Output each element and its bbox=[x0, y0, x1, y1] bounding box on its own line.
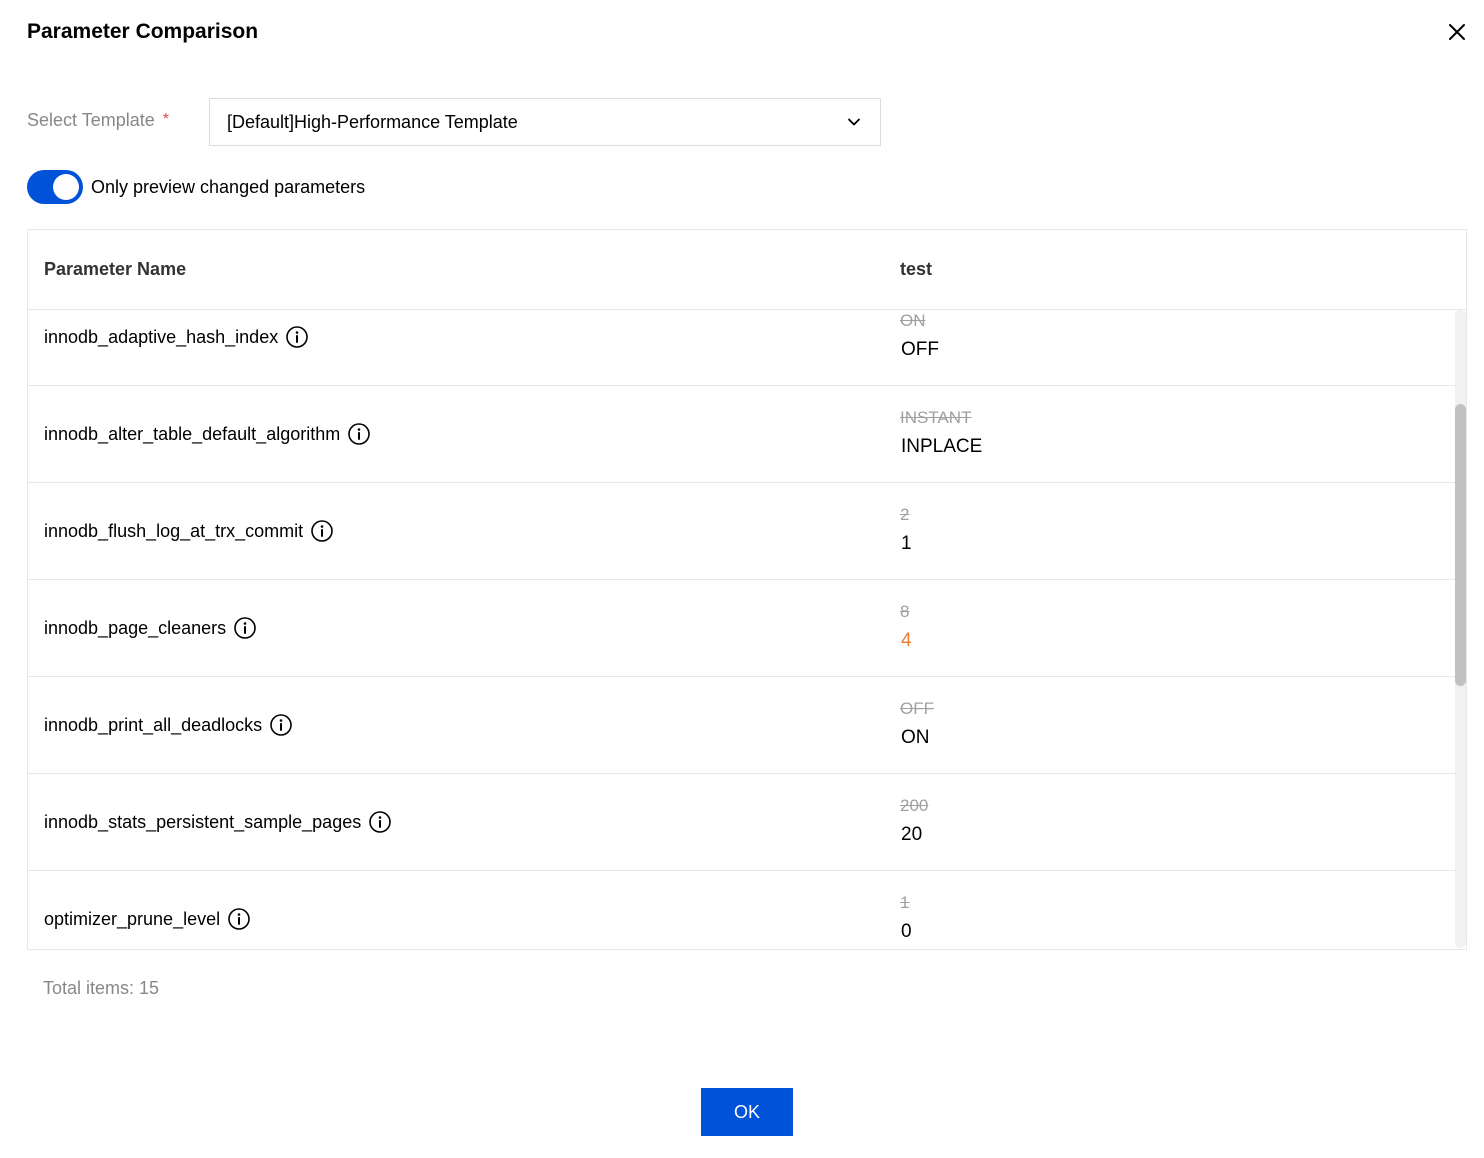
template-label bbox=[27, 108, 169, 134]
table-row bbox=[28, 483, 1456, 580]
ok-button[interactable]: OK bbox=[701, 1088, 793, 1136]
info-icon[interactable] bbox=[310, 519, 334, 543]
table-body bbox=[28, 310, 1456, 950]
parameter-name-cell bbox=[44, 774, 392, 870]
table-header bbox=[28, 230, 1466, 310]
parameter-name: innodb_flush_log_at_trx_commit bbox=[44, 520, 304, 541]
parameter-table bbox=[27, 229, 1467, 950]
template-label-text: Select Template bbox=[27, 110, 155, 130]
info-icon[interactable] bbox=[227, 907, 251, 931]
table-row bbox=[28, 580, 1456, 677]
parameter-name: innodb_print_all_deadlocks bbox=[44, 714, 263, 735]
table-scrollbar-thumb[interactable] bbox=[1455, 404, 1466, 686]
chevron-down-icon bbox=[846, 114, 862, 130]
template-select[interactable] bbox=[209, 98, 881, 146]
new-value: 1 bbox=[901, 533, 912, 554]
close-icon[interactable] bbox=[1446, 21, 1468, 43]
new-value: 0 bbox=[901, 921, 912, 942]
old-value: 8 bbox=[900, 602, 910, 621]
parameter-name-cell bbox=[44, 580, 257, 676]
table-row bbox=[28, 386, 1456, 483]
parameter-name-cell bbox=[44, 677, 293, 773]
old-value: ON bbox=[900, 311, 926, 330]
old-value: 2 bbox=[900, 505, 910, 524]
info-icon[interactable] bbox=[269, 713, 293, 737]
table-row bbox=[28, 310, 1456, 386]
template-selected-value: [Default]High-Performance Template bbox=[227, 112, 518, 132]
old-value: 200 bbox=[900, 796, 929, 815]
parameter-name-cell bbox=[44, 310, 309, 385]
total-items: Total items: 15 bbox=[43, 978, 160, 998]
parameter-name: innodb_stats_persistent_sample_pages bbox=[44, 811, 362, 832]
info-icon[interactable] bbox=[233, 616, 257, 640]
dialog-title: Parameter Comparison bbox=[27, 20, 259, 43]
parameter-name: innodb_adaptive_hash_index bbox=[44, 326, 279, 347]
parameter-name-cell bbox=[44, 483, 334, 579]
new-value: ON bbox=[901, 727, 930, 748]
new-value: INPLACE bbox=[901, 436, 983, 457]
column-header-parameter-name: Parameter Name bbox=[44, 259, 187, 279]
new-value: OFF bbox=[901, 339, 939, 360]
parameter-name: innodb_alter_table_default_algorithm bbox=[44, 423, 341, 444]
parameter-name: optimizer_prune_level bbox=[44, 908, 221, 929]
toggle-knob bbox=[53, 174, 79, 200]
parameter-name-cell bbox=[44, 871, 251, 950]
old-value: INSTANT bbox=[900, 408, 972, 427]
preview-changed-toggle[interactable] bbox=[27, 170, 83, 204]
info-icon[interactable] bbox=[368, 810, 392, 834]
new-value: 4 bbox=[901, 630, 912, 651]
column-header-test: test bbox=[900, 259, 933, 279]
new-value: 20 bbox=[901, 824, 923, 845]
parameter-name: innodb_page_cleaners bbox=[44, 617, 227, 638]
toggle-label: Only preview changed parameters bbox=[91, 177, 366, 197]
table-row bbox=[28, 677, 1456, 774]
table-row bbox=[28, 871, 1456, 950]
info-icon[interactable] bbox=[347, 422, 371, 446]
old-value: OFF bbox=[900, 699, 934, 718]
table-row bbox=[28, 774, 1456, 871]
parameter-name-cell bbox=[44, 386, 371, 482]
old-value: 1 bbox=[900, 893, 910, 912]
required-mark: * bbox=[162, 111, 169, 128]
info-icon[interactable] bbox=[285, 325, 309, 349]
